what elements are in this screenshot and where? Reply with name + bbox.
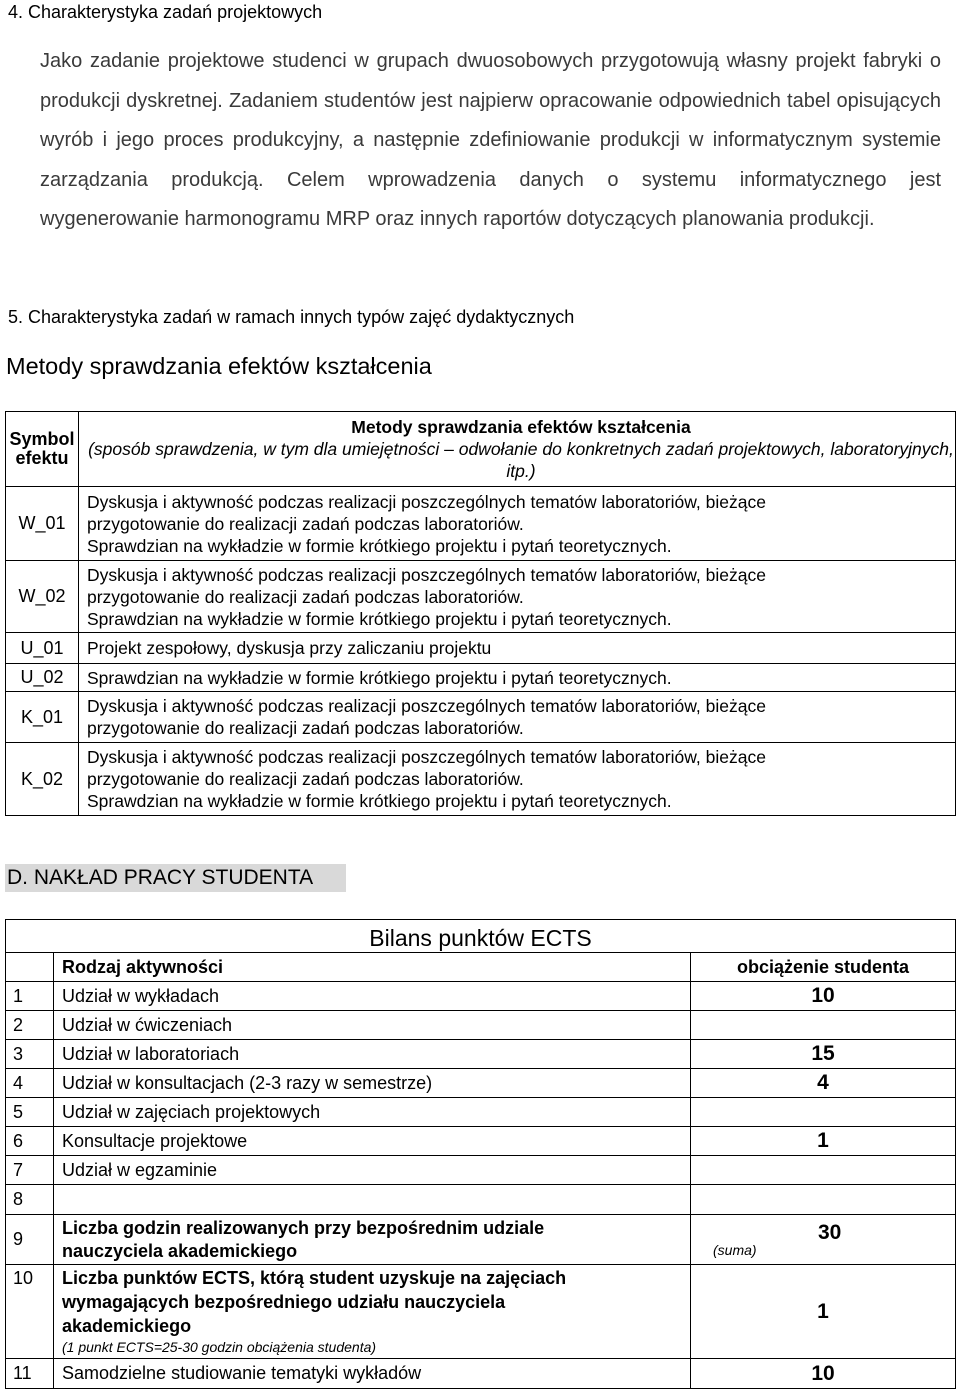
effect-symbol: K_02: [6, 743, 79, 816]
description-line: przygotowanie do realizacji zadań podczas laboratoriów.: [87, 513, 524, 534]
ects-header-row: [6, 953, 956, 982]
effect-symbol: U_01: [6, 633, 79, 664]
activity-name: Udział w egzaminie: [54, 1156, 691, 1185]
activity-name: Udział w laboratoriach: [54, 1040, 691, 1069]
load-value: 4: [691, 1069, 956, 1098]
row-number: 2: [6, 1011, 54, 1040]
section-5-title: 5. Charakterystyka zadań w ramach innych typów zajęć dydaktycznych: [8, 307, 575, 327]
activity-name: Udział w ćwiczeniach: [54, 1011, 691, 1040]
table-row: [6, 664, 956, 692]
table-row: [6, 1215, 956, 1265]
effect-description: [79, 664, 956, 692]
activity-name: Udział w konsultacjach (2-3 razy w semestrze): [54, 1069, 691, 1098]
effect-symbol: U_02: [6, 664, 79, 692]
description-line: Sprawdzian na wykładzie w formie krótkiego projektu i pytań teoretycznych.: [87, 608, 672, 629]
header-symbol-line-2: efektu: [15, 448, 69, 468]
description-line: przygotowanie do realizacji zadań podczas laboratoriów.: [87, 718, 524, 738]
table-row: [6, 1098, 956, 1127]
activity-name: [54, 1215, 691, 1265]
effect-description: [79, 561, 956, 633]
ects-title: Bilans punktów ECTS: [6, 920, 956, 953]
description-line: przygotowanie do realizacji zadań podczas laboratoriów.: [87, 769, 524, 789]
table-row: [6, 1127, 956, 1156]
row-number: 10: [6, 1265, 54, 1359]
section-4-paragraph: Jako zadanie projektowe studenci w grupach dwuosobowych przygotowują własny projekt fabryki o produkcji dyskretnej. Zadaniem studentów jest najpierw opracowanie odpowiednich tabel opisujących wyrób i jego proces produkcyjny, a następnie zdefiniowanie produkcji w informatycznym systemie zarządzania produkcją. Celem wprowadzenia danych o systemu informatycznego jest wygenerowanie harmonogramu MRP oraz innych raportów dotyczących planowania produkcji.: [40, 50, 941, 230]
effect-symbol: W_02: [6, 561, 79, 633]
header-number-cell: [6, 953, 54, 982]
row-number: 5: [6, 1098, 54, 1127]
activity-line: wymagających bezpośredniego udziału nauczyciela: [62, 1292, 506, 1312]
header-symbol-cell: [6, 412, 79, 487]
header-description-title: Metody sprawdzania efektów kształcenia: [351, 417, 691, 437]
load-value: [691, 1156, 956, 1185]
activity-line: nauczyciela akademickiego: [62, 1240, 298, 1261]
table-row: [6, 561, 956, 633]
effect-description: [79, 487, 956, 561]
row-number: 3: [6, 1040, 54, 1069]
activity-name: [54, 1265, 691, 1359]
effect-symbol: K_01: [6, 692, 79, 743]
row-number: 8: [6, 1185, 54, 1215]
load-sum-cell: [691, 1215, 956, 1265]
description-line: Sprawdzian na wykładzie w formie krótkiego projektu i pytań teoretycznych.: [87, 791, 672, 811]
table-row: [6, 982, 956, 1011]
activity-line: akademickiego: [62, 1316, 192, 1336]
load-value: 1: [691, 1127, 956, 1156]
load-value: [691, 1185, 956, 1215]
methods-heading: Metody sprawdzania efektów kształcenia: [6, 353, 432, 379]
description-line: Projekt zespołowy, dyskusja przy zaliczaniu projektu: [87, 638, 492, 658]
row-number: 4: [6, 1069, 54, 1098]
header-description-cell: [79, 412, 956, 487]
row-number: 1: [6, 982, 54, 1011]
methods-table: [5, 411, 956, 816]
activity-name: [54, 1185, 691, 1215]
load-value: [691, 1098, 956, 1127]
section-d-title: D. NAKŁAD PRACY STUDENTA: [5, 864, 346, 892]
description-line: Sprawdzian na wykładzie w formie krótkiego projektu i pytań teoretycznych.: [87, 535, 672, 556]
row-number: 6: [6, 1127, 54, 1156]
description-line: przygotowanie do realizacji zadań podczas laboratoriów.: [87, 586, 524, 607]
table-row: [6, 1040, 956, 1069]
table-row: [6, 487, 956, 561]
row-number: 9: [6, 1215, 54, 1265]
row-number: 7: [6, 1156, 54, 1185]
header-description-italic-1: (sposób sprawdzenia, w tym dla umiejętności: [88, 439, 440, 459]
table-row: [6, 1069, 956, 1098]
header-load: obciążenie studenta: [691, 953, 956, 982]
table-row: [6, 633, 956, 664]
table-row: [6, 1265, 956, 1359]
header-activity: Rodzaj aktywności: [54, 953, 691, 982]
header-description-dash: –: [439, 439, 459, 459]
load-value: [691, 1011, 956, 1040]
activity-name: Udział w zajęciach projektowych: [54, 1098, 691, 1127]
activity-line: Liczba godzin realizowanych przy bezpośrednim udziale: [62, 1217, 545, 1238]
header-description-italic-2: odwołanie do konkretnych zadań projektowych, laboratoryjnych, itp.): [458, 439, 954, 481]
effect-description: [79, 633, 956, 664]
ects-title-row: [6, 920, 956, 953]
activity-note: (1 punkt ECTS=25-30 godzin obciążenia studenta): [62, 1339, 377, 1355]
section-4-title: 4. Charakterystyka zadań projektowych: [8, 2, 323, 22]
load-value: 30: [818, 1221, 842, 1244]
row-number: 11: [6, 1359, 54, 1389]
load-value: 1: [691, 1265, 956, 1359]
table-row: [6, 1011, 956, 1040]
activity-name: Samodzielne studiowanie tematyki wykładów: [54, 1359, 691, 1389]
description-line: Dyskusja i aktywność podczas realizacji poszczególnych tematów laboratoriów, bieżące: [87, 491, 766, 512]
header-symbol-line-1: Symbol: [9, 429, 75, 449]
sum-note: (suma): [713, 1242, 757, 1258]
effect-description: [79, 692, 956, 743]
description-line: Dyskusja i aktywność podczas realizacji poszczególnych tematów laboratoriów, bieżące: [87, 747, 766, 767]
load-value: 10: [691, 982, 956, 1011]
description-line: Dyskusja i aktywność podczas realizacji poszczególnych tematów laboratoriów, bieżące: [87, 696, 766, 716]
table-row: [6, 743, 956, 816]
effect-description: [79, 743, 956, 816]
activity-name: Udział w wykładach: [54, 982, 691, 1011]
effect-symbol: W_01: [6, 487, 79, 561]
load-value: 15: [691, 1040, 956, 1069]
methods-header-row: [6, 412, 956, 487]
table-row: [6, 692, 956, 743]
load-value: 10: [691, 1359, 956, 1389]
table-row: [6, 1185, 956, 1215]
ects-table: [5, 919, 956, 1389]
activity-line: Liczba punktów ECTS, którą student uzyskuje na zajęciach: [62, 1268, 567, 1288]
description-line: Dyskusja i aktywność podczas realizacji poszczególnych tematów laboratoriów, bieżące: [87, 564, 766, 585]
activity-name: Konsultacje projektowe: [54, 1127, 691, 1156]
description-line: Sprawdzian na wykładzie w formie krótkiego projektu i pytań teoretycznych.: [87, 667, 672, 688]
table-row: [6, 1156, 956, 1185]
table-row: [6, 1359, 956, 1389]
